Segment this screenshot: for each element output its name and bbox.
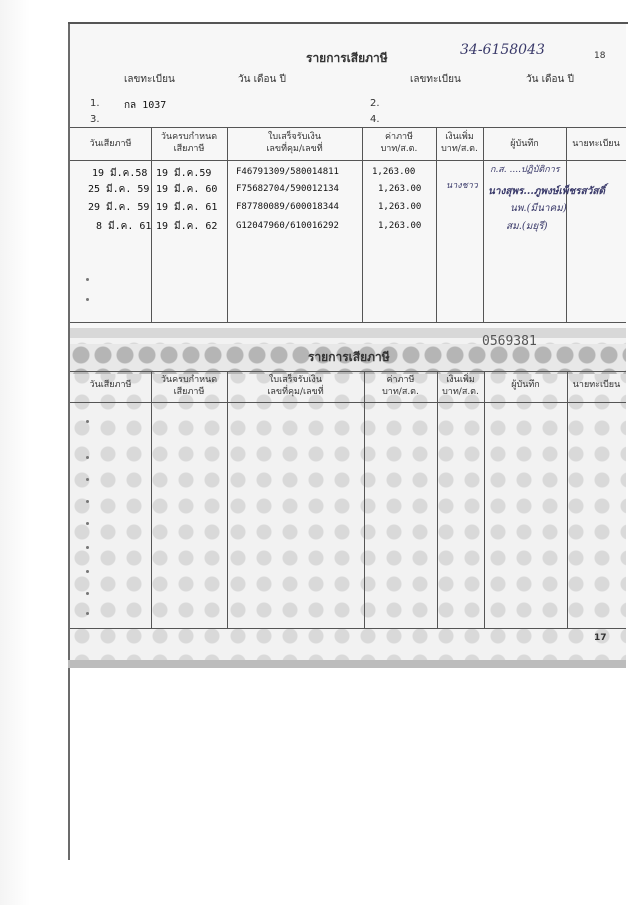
reg-value-1: กล 1037 [124, 100, 167, 111]
row-3-due: 19 มี.ค. 61 [156, 202, 218, 213]
section-title-bottom: รายการเสียภาษี [308, 350, 390, 364]
row-marker [86, 570, 89, 573]
serial-stamp: 0569381 [482, 334, 537, 349]
col-divider [362, 127, 363, 322]
row-marker [86, 420, 89, 423]
row-marker [86, 500, 89, 503]
slot-1: 1. [90, 98, 100, 109]
col-header-due-2: เสียภาษี [173, 144, 205, 154]
sheet-top-edge [68, 22, 628, 24]
slot-3: 3. [90, 114, 100, 125]
col-header-receipt-b1: ใบเสร็จรับเงิน [269, 375, 322, 385]
col-header-tax-2: บาท/ส.ต. [380, 144, 418, 154]
recorder-note-1: นางชาว [446, 181, 478, 191]
col-header-recorder-b: ผู้บันทึก [511, 380, 540, 390]
col-header-surcharge-1: เงินเพิ่ม [445, 132, 474, 142]
col-divider [483, 127, 484, 322]
row-marker [86, 522, 89, 525]
page-number-top: 18 [594, 51, 606, 61]
col-header-surcharge-b2: บาท/ส.ต. [442, 387, 479, 397]
row-4-receipt: G12047960/610016292 [236, 221, 339, 231]
row-marker [86, 298, 89, 301]
date-label-right: วัน เดือน ปี [526, 74, 574, 85]
scan-margin [0, 0, 30, 905]
col-header-paid: วันเสียภาษี [89, 139, 132, 149]
col-header-due-1: วันครบกำหนด [160, 132, 218, 142]
row-1-paid: 19 มี.ค.58 [92, 168, 148, 179]
slot-4: 4. [370, 114, 380, 125]
row-4-paid: 8 มี.ค. 61 [96, 221, 152, 232]
row-marker [86, 456, 89, 459]
slot-2: 2. [370, 98, 380, 109]
reg-label-left: เลขทะเบียน [124, 74, 175, 85]
col-header-surcharge-b1: เงินเพิ่ม [446, 375, 475, 385]
row-marker [86, 546, 89, 549]
panel-top-background [70, 24, 626, 332]
col-header-receipt-1: ใบเสร็จรับเงิน [268, 132, 321, 142]
col-header-tax-b2: บาท/ส.ต. [382, 387, 419, 397]
row-1-due: 19 มี.ค.59 [156, 168, 212, 179]
col-header-tax-1: ค่าภาษี [385, 132, 413, 142]
col-divider [437, 371, 438, 628]
recorder-note-2: ก.ส. ....ปฏิบัติการ [490, 165, 560, 175]
row-2-paid: 25 มี.ค. 59 [88, 184, 150, 195]
page-number-bottom: 17 [594, 633, 607, 643]
col-divider [227, 127, 228, 322]
table-top-bottom-rule [70, 322, 626, 323]
col-header-due-b1: วันครบกำหนด [160, 375, 218, 385]
col-header-paid-b: วันเสียภาษี [89, 380, 132, 390]
table-top-header-rule [70, 160, 626, 161]
col-header-surcharge-2: บาท/ส.ต. [441, 144, 478, 154]
col-divider [484, 371, 485, 628]
col-header-receipt-b2: เลขที่คุม/เลขที่ [267, 387, 324, 397]
row-3-tax: 1,263.00 [378, 202, 422, 212]
row-1-tax: 1,263.00 [372, 167, 416, 177]
col-divider [151, 371, 152, 628]
row-1-receipt: F46791309/580014811 [236, 167, 339, 177]
row-2-due: 19 มี.ค. 60 [156, 184, 218, 195]
table-bottom-bottom-rule [70, 628, 626, 629]
col-divider [566, 127, 567, 322]
reg-label-right: เลขทะเบียน [410, 74, 461, 85]
row-2-tax: 1,263.00 [378, 184, 422, 194]
row-marker [86, 592, 89, 595]
col-header-receipt-2: เลขที่คุม/เลขที่ [266, 144, 323, 154]
date-label-left: วัน เดือน ปี [238, 74, 286, 85]
col-header-recorder: ผู้บันทึก [510, 139, 539, 149]
row-3-receipt: F87780089/600018344 [236, 202, 339, 212]
col-divider [436, 127, 437, 322]
row-marker [86, 478, 89, 481]
handwritten-id: 34-6158043 [460, 42, 545, 58]
col-divider [567, 371, 568, 628]
col-header-tax-b1: ค่าภาษี [386, 375, 415, 385]
row-4-due: 19 มี.ค. 62 [156, 221, 218, 232]
col-header-registrar-b: นายทะเบียน [572, 380, 621, 390]
row-marker [86, 278, 89, 281]
col-divider [364, 371, 365, 628]
col-divider [227, 371, 228, 628]
row-2-receipt: F75682704/590012134 [236, 184, 339, 194]
row-marker [86, 612, 89, 615]
row-4-tax: 1,263.00 [378, 221, 422, 231]
col-header-registrar: นายทะเบียน [572, 139, 620, 149]
row-3-paid: 29 มี.ค. 59 [88, 202, 150, 213]
sheet-bottom-edge [68, 660, 626, 668]
table-bottom-top-rule [70, 371, 626, 372]
section-title-top: รายการเสียภาษี [306, 51, 388, 65]
recorder-note-4: นพ.(มีนาคม) [510, 203, 567, 214]
recorder-note-3: นางสุพร...ภูพงษ์เพ็ชรสวัสดิ์ [488, 186, 605, 197]
table-bottom-header-rule [70, 402, 626, 403]
col-header-due-b2: เสียภาษี [173, 387, 205, 397]
recorder-note-5: สม.(มยุรี) [506, 221, 548, 232]
table-top-rule [70, 127, 626, 128]
